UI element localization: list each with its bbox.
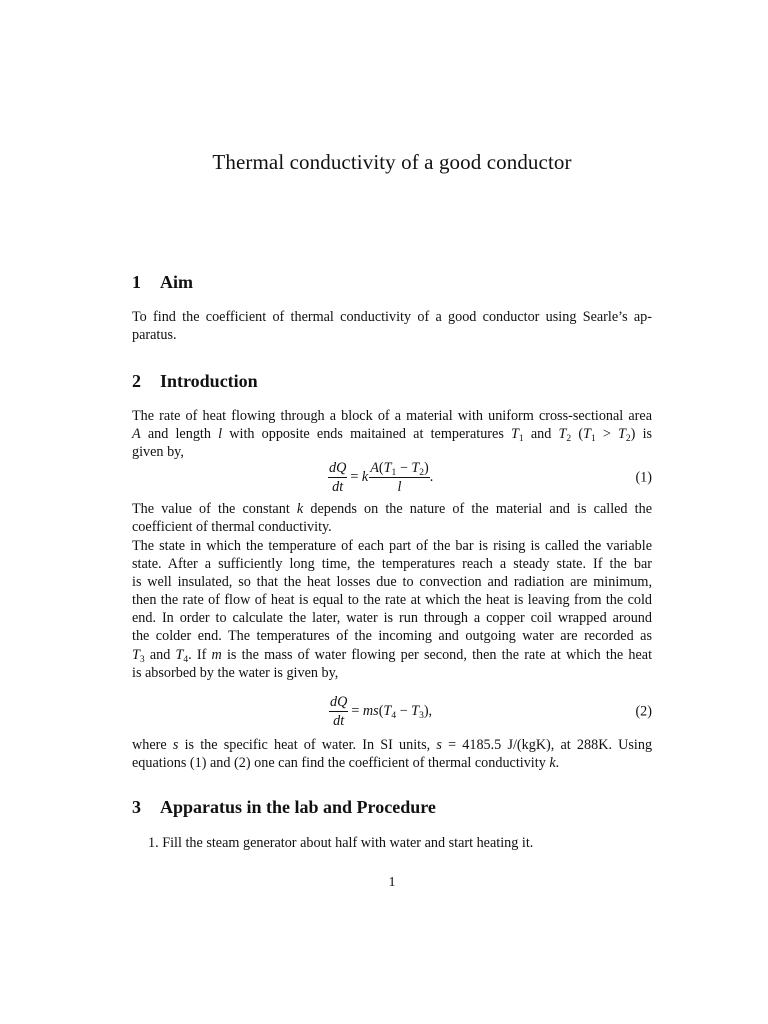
- text-line: [132, 500, 652, 518]
- equation-2: [132, 692, 652, 732]
- text-line: The state in which the temperature of each part of the bar is rising is called the variable: [132, 538, 652, 554]
- text-line: A and length l with opposite ends maitained at temperatures $T_1$ and $T_2$ $(T_1 > T_2)$ is: [132, 426, 653, 445]
- text-run: where: [132, 737, 167, 753]
- text-run: with opposite ends maitained at temperatures: [229, 426, 504, 443]
- math-var: A: [132, 426, 141, 443]
- text-run: and: [530, 426, 552, 443]
- text-run: .: [555, 755, 560, 772]
- equation-body: [329, 694, 432, 729]
- denominator: dt: [332, 479, 344, 495]
- intro-paragraph-1: [132, 407, 652, 461]
- section-title: Aim: [160, 272, 193, 292]
- text-run: is the specific heat of water. In SI units,: [184, 737, 431, 753]
- section-title: Apparatus in the lab and Procedure: [160, 797, 436, 817]
- section-number: 1: [132, 272, 141, 292]
- section-heading-introduction: [132, 371, 258, 392]
- intro-paragraph-3: [132, 537, 652, 682]
- page-number: 1: [388, 875, 396, 890]
- text-run: is the mass of water flowing per second, then the rate at which the heat: [226, 646, 653, 663]
- math-sub: 1: [590, 434, 596, 445]
- intro-paragraph-4: [132, 736, 652, 772]
- numerator: dQ: [329, 460, 347, 476]
- text-line: is well insulated, so that the heat losses due to convection and radiation are minimum,: [132, 574, 652, 591]
- math-var: l: [218, 426, 223, 443]
- numerator: $A(T_1 - T_2)$: [370, 460, 429, 478]
- fraction: [369, 460, 430, 495]
- equation-1: [132, 458, 652, 498]
- math-var: T: [558, 426, 567, 443]
- text-run: . If: [188, 646, 207, 663]
- text-line: given by,: [132, 444, 184, 461]
- text-line: [132, 736, 652, 754]
- text-line: is absorbed by the water is given by,: [132, 664, 339, 681]
- text-run: equations (1) and (2) one can find the coefficient of thermal conductivity: [132, 755, 546, 772]
- equation-rhs: = $ms(T_4 - T_3)$,: [351, 703, 433, 721]
- denominator: l: [397, 479, 402, 495]
- math-var: k: [549, 755, 556, 772]
- punctuation: .: [429, 469, 434, 485]
- math-var: T: [583, 426, 591, 443]
- section-number: 2: [132, 371, 141, 391]
- math-sub: 2: [625, 434, 631, 445]
- procedure-list: [148, 834, 652, 852]
- document-title: Thermal conductivity of a good conductor: [212, 150, 572, 174]
- math-sub: 2: [566, 434, 572, 445]
- numerator: dQ: [330, 694, 348, 710]
- text-run: = 4185.5 J/(kgK), at 288K. Using: [448, 737, 653, 753]
- math-var: T: [132, 646, 140, 663]
- text-run: depends on the nature of the material and is called the: [310, 501, 652, 517]
- math-sub: 1: [518, 434, 524, 445]
- equation-body: [328, 460, 433, 495]
- equation-tag: (1): [635, 469, 652, 486]
- section-title: Introduction: [160, 371, 258, 391]
- list-marker: 1.: [148, 835, 159, 851]
- section-number: 3: [132, 797, 141, 817]
- section-heading-procedure: [132, 797, 436, 818]
- denominator: dt: [333, 713, 345, 729]
- math-var: k: [296, 501, 304, 517]
- text-line: the colder end. The temperatures of the incoming and outgoing water are recorded as: [132, 628, 652, 645]
- text-line: paratus.: [132, 327, 177, 344]
- text-line: end. In order to calculate the later, water is run through a copper coil wrapped around: [132, 610, 652, 627]
- text-run: The value of the constant: [132, 501, 290, 517]
- math-var: m: [211, 646, 222, 663]
- aim-paragraph: [132, 308, 652, 344]
- section-heading-aim: [132, 272, 193, 293]
- math-sub: 4: [183, 654, 189, 665]
- text-line: [132, 754, 652, 772]
- list-item-text: Fill the steam generator about half with water and start heating it.: [162, 835, 534, 851]
- text-line: [132, 646, 652, 664]
- text-line: coefficient of thermal conductivity.: [132, 519, 332, 536]
- math-var: s: [172, 737, 179, 753]
- fraction: [328, 460, 347, 495]
- intro-paragraph-2: [132, 500, 652, 536]
- text-run: is: [642, 426, 653, 443]
- equation-tag: (2): [635, 703, 652, 720]
- fraction: [329, 694, 348, 729]
- list-item: [148, 834, 652, 852]
- math-sub: 3: [139, 654, 145, 665]
- text-line: then the rate of flow of heat is equal to the rate at which the heat is leaving from the cold: [132, 592, 652, 609]
- text-run: and: [149, 646, 171, 663]
- math-var: s: [436, 737, 442, 753]
- math-var: T: [511, 426, 519, 443]
- equals-k: = k: [350, 469, 369, 485]
- math-var: T: [618, 426, 626, 443]
- text-run: and length: [147, 426, 211, 443]
- math-var: T: [175, 646, 184, 663]
- text-line: state. After a sufficiently long time, the temperatures reach a steady state. If the bar: [132, 556, 652, 573]
- text-line: The rate of heat flowing through a block of a material with uniform cross-sectional area: [132, 408, 652, 424]
- text-line: To find the coefficient of thermal conductivity of a good conductor using Searle’s ap-: [132, 309, 652, 325]
